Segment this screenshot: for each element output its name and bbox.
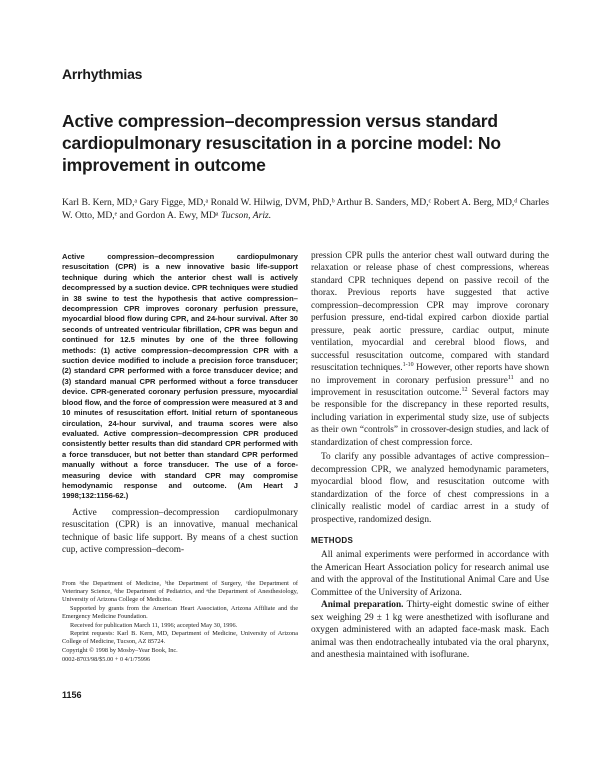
author-location: Tucson, Ariz. bbox=[220, 210, 272, 221]
body-paragraph-1 bbox=[311, 250, 549, 449]
section-label: Arrhythmias bbox=[62, 66, 143, 82]
footnotes bbox=[62, 580, 298, 665]
body-text: and no improvement in resuscitation outcome. bbox=[311, 375, 549, 398]
body-paragraph-2: To clarify any possible advantages of active compression–decompression CPR, we analyzed hemodynamic parameters, myocardial blood flow, and resuscitation outcome with standardization of the force of chest compressions in a clinically realistic model of cardiac arrest in a study of prospective, randomized design. bbox=[311, 452, 549, 525]
footnote-received: Received for publication March 11, 1996; accepted May 30, 1996. bbox=[70, 621, 238, 629]
animal-preparation-paragraph bbox=[311, 599, 549, 661]
methods-paragraph: All animal experiments were performed in accordance with the American Heart Association policy for research animal use and with the approval of the Institutional Animal Care and Use Committee of the University of Arizona. bbox=[311, 550, 549, 598]
body-text: Thirty-eight domestic swine of either sex weighing 29 ± 1 kg were anesthetized with isoflurane and oxygen administered with an adapted face-mask mask. Each animal was then endotracheally intubated via the oral pharynx, and anesthesia maintained with isoflurane. bbox=[311, 600, 549, 661]
run-in-heading: Animal preparation. bbox=[321, 600, 404, 611]
author-list bbox=[62, 196, 552, 222]
footnote-issn: 0002-8703/98/$5.00 + 0 4/1/75996 bbox=[62, 656, 151, 664]
citation: 12 bbox=[461, 386, 468, 393]
footnote-affiliations: From ᵃthe Department of Medicine, ᵇthe Department of Surgery, ᶜthe Department of Veterinary Science, ᵈthe Department of Pediatrics, and ᵉthe Department of Anesthesiology, University of Arizona College of Medicine. bbox=[62, 580, 298, 603]
abstract: Active compression–decompression cardiopulmonary resuscitation (CPR) is a new innovative basic life-support technique during which the anterior chest wall is actively decompressed by a suction device. CPR techniques were studied in 38 swine to test the hypothesis that active compression–decompression CPR improves coronary perfusion pressure, myocardial blood flow during CPR, and 24-hour survival. After 30 seconds of untreated ventricular fibrillation, CPR was begun and continued for 12.5 minutes by one of the three following methods: (1) active compression–decompression CPR with a suction device modified to include a precision force transducer; (2) standard CPR performed with a force transducer device; and (3) standard manual CPR performed without a force transducer device. CPR-generated coronary perfusion pressure, myocardial blood flow, and the force of compression were measured at 3 and 10 minutes of resuscitation effort. Initial return of spontaneous circulation, 24-hour survival, and trauma scores were also evaluated. Active compression–decompression CPR produced consistently better results than did standard CPR performed with a force transducer, but not better than standard CPR performed manually without a force transducer. The use of a force-measuring device with standard CPR may compromise hemodynamic response and outcome. (Am Heart J 1998;132:1156-62.) bbox=[62, 252, 298, 501]
intro-paragraph: Active compression–decompression cardiopulmonary resuscitation (CPR) is an innovative, manual mechanical technique of basic life support. By means of a chest suction cup, active compression–decom- bbox=[62, 508, 298, 556]
right-column bbox=[311, 250, 549, 662]
footnote-support: Supported by grants from the American Heart Association, Arizona Affiliate and the Emergency Medicine Foundation. bbox=[62, 604, 298, 620]
body-text: pression CPR pulls the anterior chest wall outward during the relaxation or release phase of chest compressions, whereas standard CPR techniques depend on passive recoil of the thorax. Previous reports have suggested that active compression–decompression CPR may improve coronary perfusion pressure, end-tidal expired carbon dioxide partial pressure, peak aortic pressure, cardiac output, minute ventilation, myocardial and cerebral blood flows, and successful resuscitation outcome, compared with standard resuscitation techniques. bbox=[311, 251, 549, 374]
author-names: Karl B. Kern, MD,ᵃ Gary Figge, MD,ᵃ Ronald W. Hilwig, DVM, PhD,ᵇ Arthur B. Sanders, MD,ᶜ Robert A. Berg, MD,ᵈ Charles W. Otto, MD,ᵉ and Gordon A. Ewy, MDᵃ bbox=[62, 197, 550, 221]
methods-heading: METHODS bbox=[311, 535, 354, 545]
body-text: However, other reports have shown no improvement in coronary perfusion pressure bbox=[311, 363, 549, 386]
footnote-copyright: Copyright © 1998 by Mosby–Year Book, Inc. bbox=[62, 647, 178, 655]
article-title: Active compression–decompression versus standard cardiopulmonary resuscitation in a porcine model: No improvement in outcome bbox=[62, 111, 501, 175]
citation: 11 bbox=[507, 374, 514, 381]
footnote-reprints: Reprint requests: Karl B. Kern, MD, Department of Medicine, University of Arizona College of Medicine, Tucson, AZ 85724. bbox=[62, 630, 298, 646]
body-text: Several factors may be responsible for the discrepancy in these reported results, including variation in experimental study size, use of subjects as their own “controls” in crossover-design studies, and lack of standardization of chest compression force. bbox=[311, 387, 549, 448]
citation: 1-10 bbox=[402, 361, 414, 368]
page-number: 1156 bbox=[62, 690, 82, 700]
